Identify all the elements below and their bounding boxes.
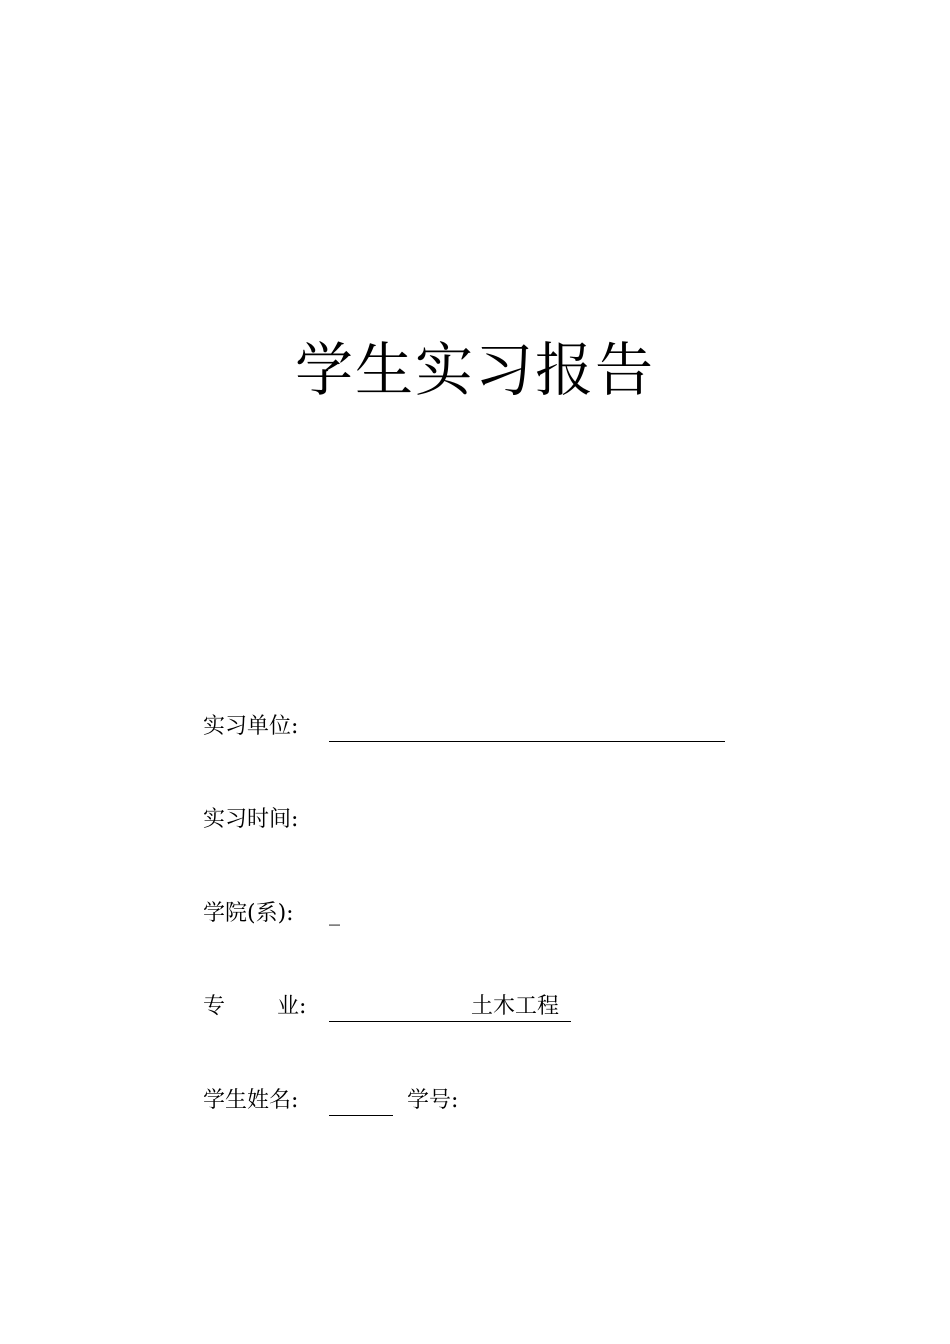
major-label [203, 992, 306, 1022]
major-label-first: 专 [203, 994, 226, 1019]
internship-time-label: 实习时间: [203, 807, 299, 832]
college-value[interactable]: _ [329, 901, 340, 926]
major-value: 土木工程 [471, 994, 560, 1019]
student-id-label: 学号: [407, 1088, 459, 1113]
internship-unit-input[interactable] [329, 712, 725, 742]
student-name-label: 学生姓名: [203, 1088, 299, 1113]
student-name-input[interactable] [329, 1086, 393, 1116]
internship-unit-label: 实习单位: [203, 714, 299, 739]
major-label-second: 业: [277, 994, 307, 1019]
college-label: 学院(系): [203, 901, 294, 926]
report-title: 学生实习报告 [294, 336, 655, 404]
major-input[interactable] [329, 992, 571, 1022]
